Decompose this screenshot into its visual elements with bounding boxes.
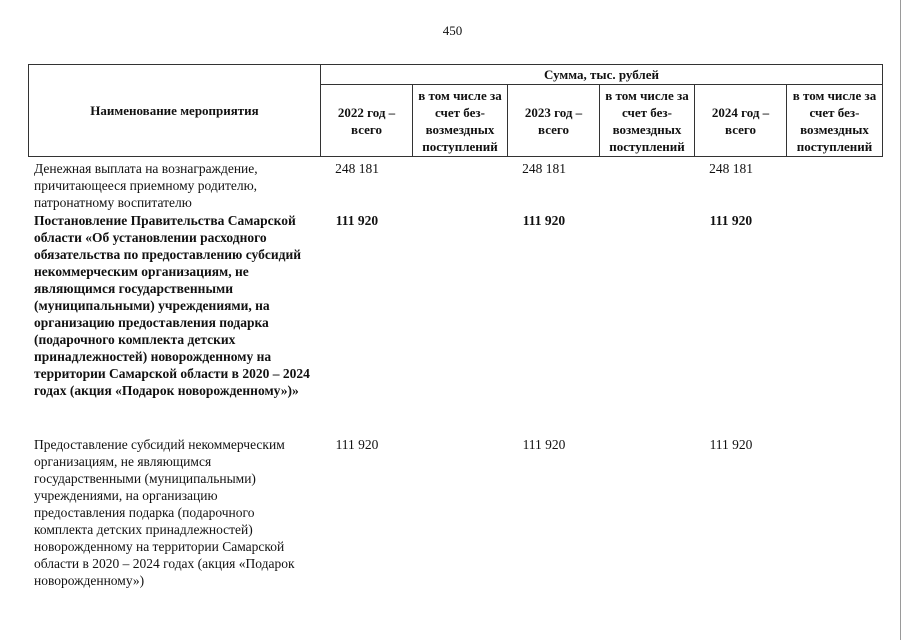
header-2024-total: 2024 год – всего <box>695 85 787 157</box>
page-number: 450 <box>442 23 463 38</box>
row-2024: 248 181 <box>709 161 753 176</box>
header-sum-title: Сумма, тыс. рублей <box>321 65 883 85</box>
table-header <box>28 64 883 157</box>
row-2022: 248 181 <box>335 161 379 176</box>
row-2022: 111 920 <box>335 213 379 228</box>
row-2024: 111 920 <box>709 437 753 452</box>
row-2023: 111 920 <box>522 437 566 452</box>
header-2024-free: в том числе за счет без-возмездных поступлений <box>787 85 883 157</box>
row-name: Предоставление субсидий некоммерческим организациям, не являющимся государственными (муниципальными) учреждениями, на организацию предоставления подарка (подарочного комплекта детских принадлежностей) новорожденному на территории Самарской области в 2020 – 2024 годах (акция «Подарок новорожденному») <box>34 437 295 588</box>
row-name: Денежная выплата на вознаграждение, причитающееся приемному родителю, патронатному воспитателю <box>34 161 258 210</box>
header-name-cell: Наименование мероприятия <box>29 65 321 157</box>
table-row <box>28 436 777 589</box>
table-row <box>28 212 777 399</box>
row-name: Постановление Правительства Самарской области «Об установлении расходного обязательства по предоставлению субсидий некоммерческим организациям, не являющимся государственными (муниципальными) учреждениями, на организацию предоставления подарка (подарочного комплекта детских принадлежностей) новорожденному на территории Самарской области в 2020 – 2024 годах (акция «Подарок новорожденному»)» <box>34 213 310 398</box>
table-row <box>28 160 777 211</box>
page-edge <box>900 0 901 640</box>
header-2023-free: в том числе за счет без-возмездных поступлений <box>600 85 695 157</box>
row-2024: 111 920 <box>709 213 753 228</box>
row-2022: 111 920 <box>335 437 379 452</box>
header-2022-free: в том числе за счет без-возмездных поступлений <box>413 85 508 157</box>
row-2023: 248 181 <box>522 161 566 176</box>
row-2023: 111 920 <box>522 213 566 228</box>
header-2022-total: 2022 год – всего <box>321 85 413 157</box>
header-2023-total: 2023 год – всего <box>508 85 600 157</box>
